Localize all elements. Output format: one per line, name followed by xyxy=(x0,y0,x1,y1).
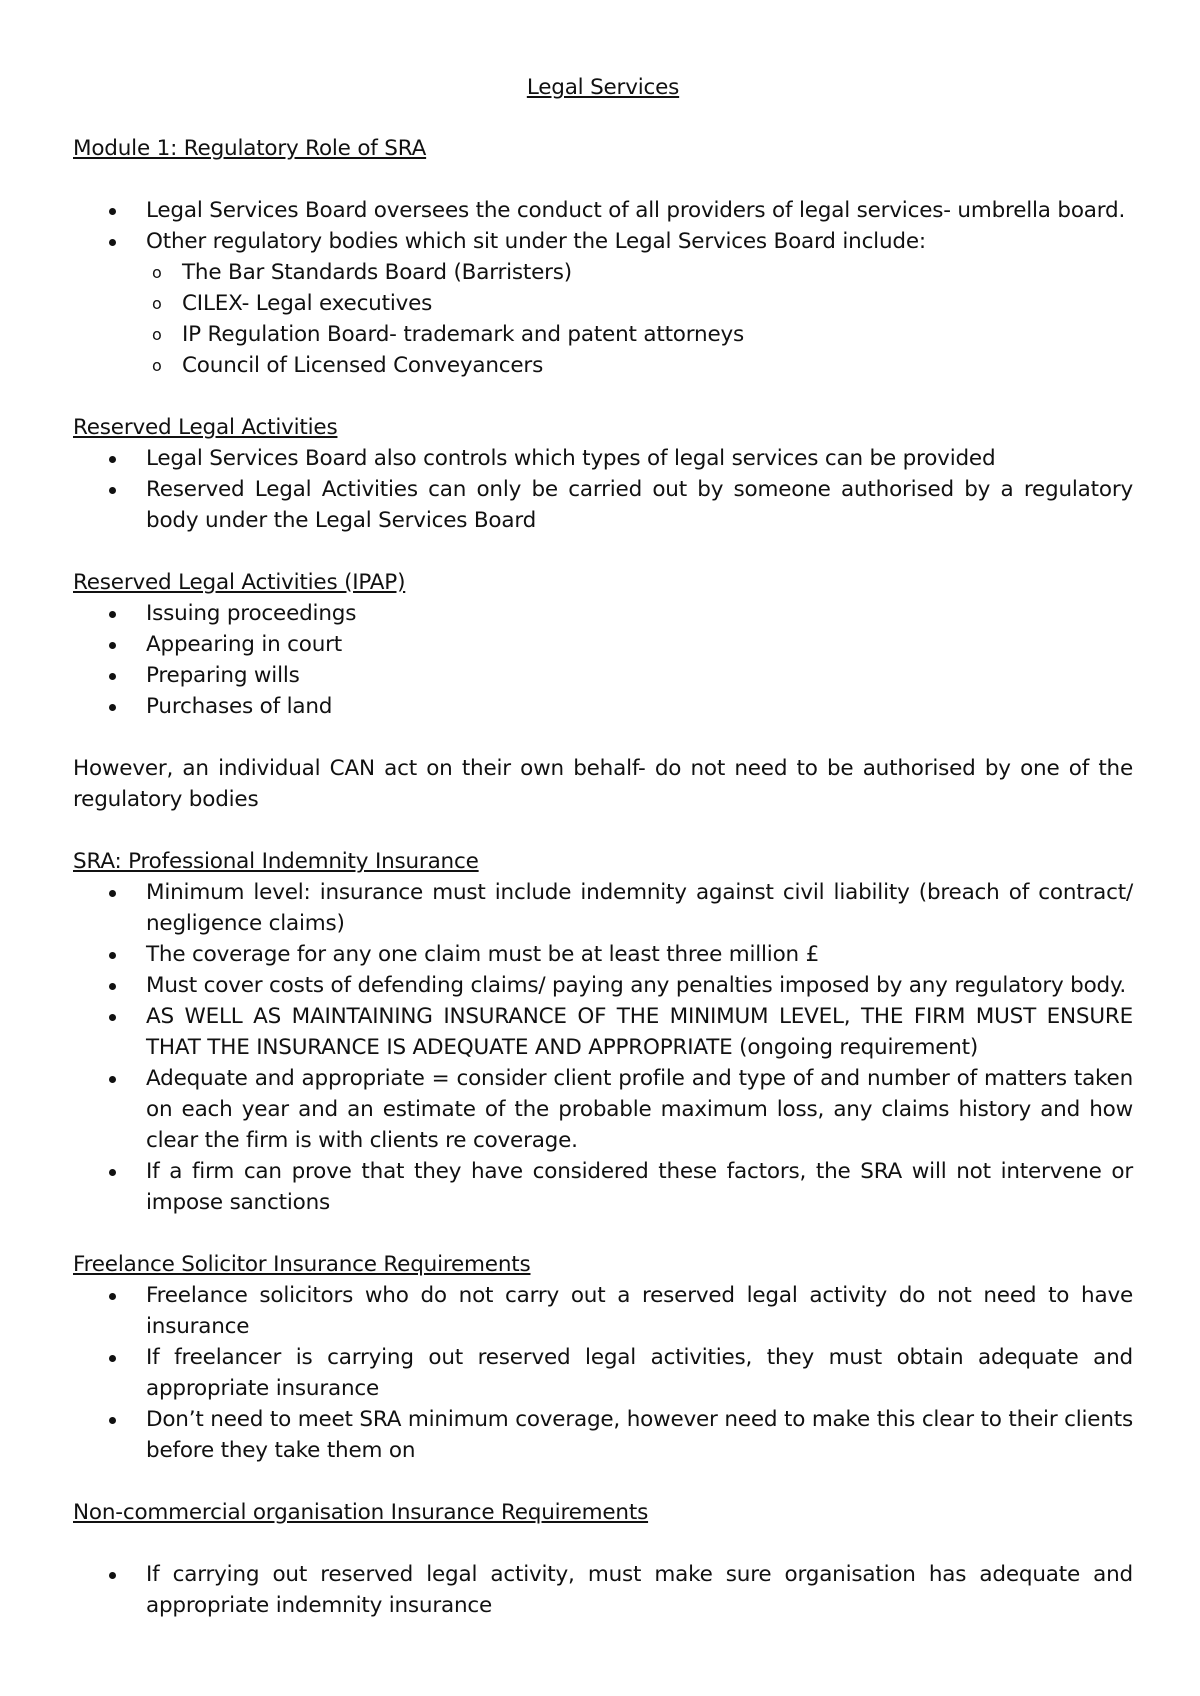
list-item xyxy=(146,1156,1133,1218)
sub-list-item-text: IP Regulation Board- trademark and patent attorneys xyxy=(182,322,745,347)
bullet-icon xyxy=(109,890,116,897)
list-item xyxy=(146,474,1133,536)
bullet-icon xyxy=(109,983,116,990)
list-item xyxy=(146,1280,1133,1342)
list-item-text: Legal Services Board also controls which types of legal services can be provided xyxy=(146,446,996,471)
bullet-icon xyxy=(109,456,116,463)
sub-list-item xyxy=(152,350,1133,381)
regulatory-bodies-sublist xyxy=(146,257,1133,381)
pii-heading: SRA: Professional Indemnity Insurance xyxy=(73,849,479,874)
list-item xyxy=(146,939,1133,970)
document-page xyxy=(73,72,1133,1621)
bullet-icon xyxy=(109,487,116,494)
module-heading: Module 1: Regulatory Role of SRA xyxy=(73,136,427,161)
ipap-heading: Reserved Legal Activities (IPAP) xyxy=(73,570,406,595)
list-item-text: Purchases of land xyxy=(146,694,333,719)
bullet-icon xyxy=(109,704,116,711)
list-item xyxy=(146,226,1133,381)
list-item-text: AS WELL AS MAINTAINING INSURANCE OF THE MINIMUM LEVEL, THE FIRM MUST ENSURE THAT THE INSURANCE IS ADEQUATE AND APPROPRIATE (ongoing requirement) xyxy=(146,1004,1133,1060)
spacer xyxy=(73,1218,1133,1249)
spacer xyxy=(73,815,1133,846)
sub-list-item xyxy=(152,288,1133,319)
list-item-text: Minimum level: insurance must include indemnity against civil liability (breach of contract/ negligence claims) xyxy=(146,880,1133,936)
circle-bullet-icon: o xyxy=(152,263,162,282)
reserved-heading: Reserved Legal Activities xyxy=(73,415,338,440)
circle-bullet-icon: o xyxy=(152,325,162,344)
bullet-icon xyxy=(109,1572,116,1579)
bullet-icon xyxy=(109,1293,116,1300)
sub-list-item xyxy=(152,257,1133,288)
list-item-text: Legal Services Board oversees the conduct of all providers of legal services- umbrella board. xyxy=(146,198,1126,223)
spacer xyxy=(73,381,1133,412)
list-item xyxy=(146,1404,1133,1466)
list-item-text: Issuing proceedings xyxy=(146,601,357,626)
list-item-text: If freelancer is carrying out reserved legal activities, they must obtain adequate and appropriate insurance xyxy=(146,1345,1133,1401)
list-item xyxy=(146,1001,1133,1063)
spacer xyxy=(73,164,1133,195)
ipap-bullet-list xyxy=(73,598,1133,722)
sub-list-item xyxy=(152,319,1133,350)
bullet-icon xyxy=(109,673,116,680)
bullet-icon xyxy=(109,642,116,649)
list-item-text: The coverage for any one claim must be at least three million £ xyxy=(146,942,820,967)
spacer xyxy=(73,1528,1133,1559)
pii-bullet-list xyxy=(73,877,1133,1218)
list-item xyxy=(146,691,1133,722)
list-item xyxy=(146,195,1133,226)
list-item-text: If carrying out reserved legal activity, must make sure organisation has adequate and appropriate indemnity insurance xyxy=(146,1562,1133,1618)
bullet-icon xyxy=(109,1076,116,1083)
list-item-text: Preparing wills xyxy=(146,663,300,688)
sub-list-item-text: Council of Licensed Conveyancers xyxy=(182,353,544,378)
however-paragraph: However, an individual CAN act on their own behalf- do not need to be authorised by one of the regulatory bodies xyxy=(73,756,1133,812)
freelance-bullet-list xyxy=(73,1280,1133,1466)
list-item-text: Appearing in court xyxy=(146,632,343,657)
sub-list-item-text: The Bar Standards Board (Barristers) xyxy=(182,260,572,285)
reserved-bullet-list xyxy=(73,443,1133,536)
bullet-icon xyxy=(109,1417,116,1424)
bullet-icon xyxy=(109,208,116,215)
list-item xyxy=(146,1063,1133,1156)
module-bullet-list xyxy=(73,195,1133,381)
freelance-heading: Freelance Solicitor Insurance Requirements xyxy=(73,1252,531,1277)
list-item xyxy=(146,629,1133,660)
list-item xyxy=(146,877,1133,939)
sub-list-item-text: CILEX- Legal executives xyxy=(182,291,433,316)
spacer xyxy=(73,536,1133,567)
list-item-text: Freelance solicitors who do not carry out a reserved legal activity do not need to have insurance xyxy=(146,1283,1133,1339)
list-item xyxy=(146,1559,1133,1621)
circle-bullet-icon: o xyxy=(152,294,162,313)
document-title: Legal Services xyxy=(526,75,680,100)
bullet-icon xyxy=(109,1169,116,1176)
list-item xyxy=(146,1342,1133,1404)
circle-bullet-icon: o xyxy=(152,356,162,375)
bullet-icon xyxy=(109,1355,116,1362)
bullet-icon xyxy=(109,611,116,618)
list-item-text: Reserved Legal Activities can only be carried out by someone authorised by a regulatory body under the Legal Services Board xyxy=(146,477,1133,533)
noncommercial-heading: Non-commercial organisation Insurance Requirements xyxy=(73,1500,649,1525)
list-item-text: Adequate and appropriate = consider client profile and type of and number of matters taken on each year and an estimate of the probable maximum loss, any claims history and how clear the firm is with clients re coverage. xyxy=(146,1066,1133,1153)
bullet-icon xyxy=(109,239,116,246)
noncommercial-bullet-list xyxy=(73,1559,1133,1621)
list-item xyxy=(146,660,1133,691)
list-item-text: Don’t need to meet SRA minimum coverage, however need to make this clear to their clients before they take them on xyxy=(146,1407,1133,1463)
spacer xyxy=(73,1466,1133,1497)
list-item-text: Must cover costs of defending claims/ paying any penalties imposed by any regulatory body. xyxy=(146,973,1127,998)
list-item xyxy=(146,443,1133,474)
list-item xyxy=(146,598,1133,629)
bullet-icon xyxy=(109,952,116,959)
bullet-icon xyxy=(109,1014,116,1021)
list-item-text: Other regulatory bodies which sit under the Legal Services Board include: xyxy=(146,229,926,254)
list-item xyxy=(146,970,1133,1001)
list-item-text: If a firm can prove that they have considered these factors, the SRA will not intervene or impose sanctions xyxy=(146,1159,1133,1215)
spacer xyxy=(73,722,1133,753)
